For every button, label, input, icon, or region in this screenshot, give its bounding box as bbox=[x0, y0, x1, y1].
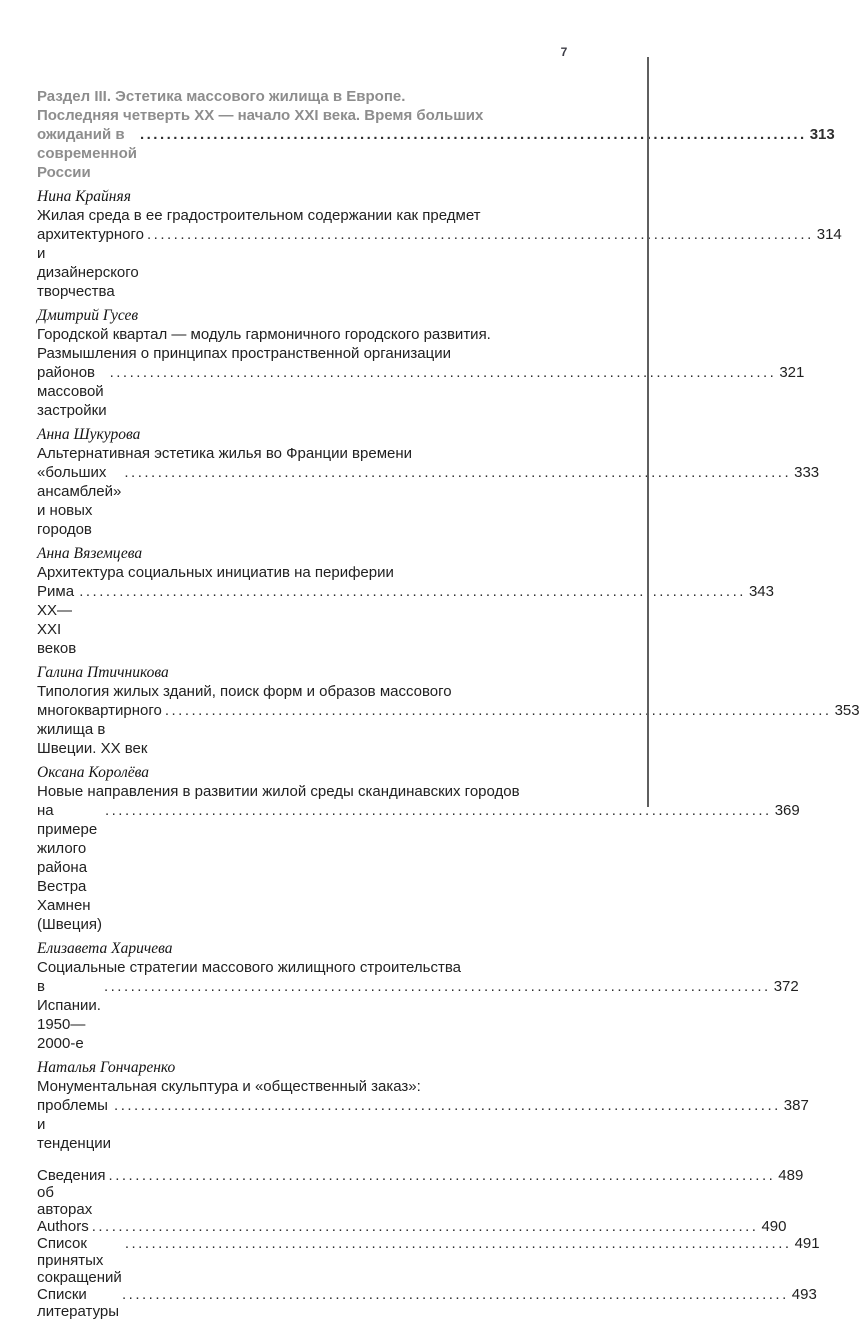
entry-title-row bbox=[37, 225, 842, 301]
backmatter-page-number: 491 bbox=[794, 1235, 820, 1252]
entry-author: Наталья Гончаренко bbox=[37, 1059, 176, 1076]
toc-entry bbox=[37, 1058, 809, 1153]
backmatter-page-number: 489 bbox=[778, 1167, 804, 1184]
entry-title-line: Социальные стратегии массового жилищного строительства bbox=[37, 959, 461, 976]
entry-author: Елизавета Харичева bbox=[37, 940, 173, 957]
backmatter-row bbox=[37, 1218, 787, 1235]
entry-page-number: 372 bbox=[773, 978, 799, 995]
section-heading-line: Последняя четверть XX — начало XXI века. Время больших bbox=[37, 107, 484, 124]
section-heading-line: Раздел III. Эстетика массового жилища в Европе. bbox=[37, 88, 406, 105]
dot-leader bbox=[79, 582, 746, 658]
toc-entry bbox=[37, 306, 805, 420]
dot-leader bbox=[165, 701, 832, 758]
entry-title-line: районов массовой застройки bbox=[37, 364, 107, 419]
entry-page-number: 369 bbox=[774, 802, 800, 819]
dot-leader bbox=[104, 977, 771, 1053]
entry-author: Нина Крайняя bbox=[37, 188, 131, 205]
backmatter-label: Сведения об авторах bbox=[37, 1167, 106, 1218]
dot-leader bbox=[140, 125, 807, 182]
dot-leader bbox=[92, 1218, 759, 1235]
entry-title-line: на примере жилого района Вестра Хамнен (Швеция) bbox=[37, 802, 102, 933]
page-number: 7 bbox=[560, 45, 568, 59]
entry-title-line: в Испании. 1950—2000-е bbox=[37, 978, 101, 1052]
toc-entry bbox=[37, 425, 820, 539]
entry-page-number: 314 bbox=[816, 226, 842, 243]
toc-entry bbox=[37, 544, 774, 658]
entry-title-line: Новые направления в развитии жилой среды скандинавских городов bbox=[37, 783, 520, 800]
entry-author: Галина Птичникова bbox=[37, 664, 169, 681]
entry-title-line: «больших ансамблей» и новых городов bbox=[37, 464, 122, 538]
entry-title-line: Городской квартал — модуль гармоничного городского развития. bbox=[37, 326, 491, 343]
dot-leader bbox=[147, 225, 814, 301]
entry-author: Оксана Королёва bbox=[37, 764, 149, 781]
entry-title-line: многоквартирного жилища в Швеции. XX век bbox=[37, 702, 162, 757]
entry-title-line: Рима XX—XXI веков bbox=[37, 583, 77, 657]
dot-leader bbox=[110, 363, 777, 420]
entry-title-line: Типология жилых зданий, поиск форм и образов массового bbox=[37, 683, 452, 700]
backmatter-row bbox=[37, 1167, 804, 1218]
entry-title-row bbox=[37, 977, 799, 1053]
entry-page-number: 321 bbox=[779, 364, 805, 381]
entry-page-number: 343 bbox=[748, 583, 774, 600]
toc-entry bbox=[37, 763, 800, 934]
section-page-number: 313 bbox=[809, 126, 835, 143]
backmatter-row bbox=[37, 1286, 817, 1320]
backmatter bbox=[37, 1167, 820, 1320]
entry-title-line: Жилая среда в ее градостроительном содержании как предмет bbox=[37, 207, 481, 224]
entry-title-line: Размышления о принципах пространственной организации bbox=[37, 345, 451, 362]
entry-title-line: Монументальная скульптура и «общественный заказ»: bbox=[37, 1078, 421, 1095]
entry-title-row bbox=[37, 1096, 809, 1153]
dot-leader bbox=[124, 463, 791, 539]
section-heading bbox=[37, 87, 835, 182]
entry-page-number: 387 bbox=[783, 1097, 809, 1114]
backmatter-label: Список принятых сокращений bbox=[37, 1235, 122, 1286]
entry-title-row bbox=[37, 801, 800, 934]
dot-leader bbox=[122, 1286, 789, 1320]
entry-author: Анна Шукурова bbox=[37, 426, 141, 443]
toc-entry bbox=[37, 939, 799, 1053]
dot-leader bbox=[105, 801, 772, 934]
page-edge-line bbox=[647, 57, 649, 807]
entry-title-row bbox=[37, 363, 805, 420]
entry-author: Дмитрий Гусев bbox=[37, 307, 139, 324]
entry-title-line: архитектурного и дизайнерского творчества bbox=[37, 226, 144, 300]
dot-leader bbox=[114, 1096, 781, 1153]
backmatter-row bbox=[37, 1235, 820, 1286]
backmatter-page-number: 490 bbox=[761, 1218, 787, 1235]
dot-leader bbox=[109, 1167, 776, 1218]
entry-title-line: Архитектура социальных инициатив на периферии bbox=[37, 564, 394, 581]
entry-title-line: проблемы и тенденции bbox=[37, 1097, 112, 1152]
dot-leader bbox=[125, 1235, 792, 1286]
toc-entry bbox=[37, 663, 860, 758]
entry-title-row bbox=[37, 582, 774, 658]
toc-entry bbox=[37, 187, 842, 301]
entry-author: Анна Вяземцева bbox=[37, 545, 143, 562]
entry-title-row bbox=[37, 463, 820, 539]
section-heading-line: ожиданий в современной России bbox=[37, 126, 137, 181]
section-heading-row bbox=[37, 125, 835, 182]
backmatter-label: Списки литературы bbox=[37, 1286, 120, 1320]
backmatter-label: Authors bbox=[37, 1218, 89, 1235]
entry-page-number: 333 bbox=[794, 464, 820, 481]
backmatter-page-number: 493 bbox=[791, 1286, 817, 1303]
entry-title-row bbox=[37, 701, 860, 758]
toc-content bbox=[37, 87, 860, 1320]
entry-page-number: 353 bbox=[834, 702, 860, 719]
entry-title-line: Альтернативная эстетика жилья во Франции времени bbox=[37, 445, 413, 462]
